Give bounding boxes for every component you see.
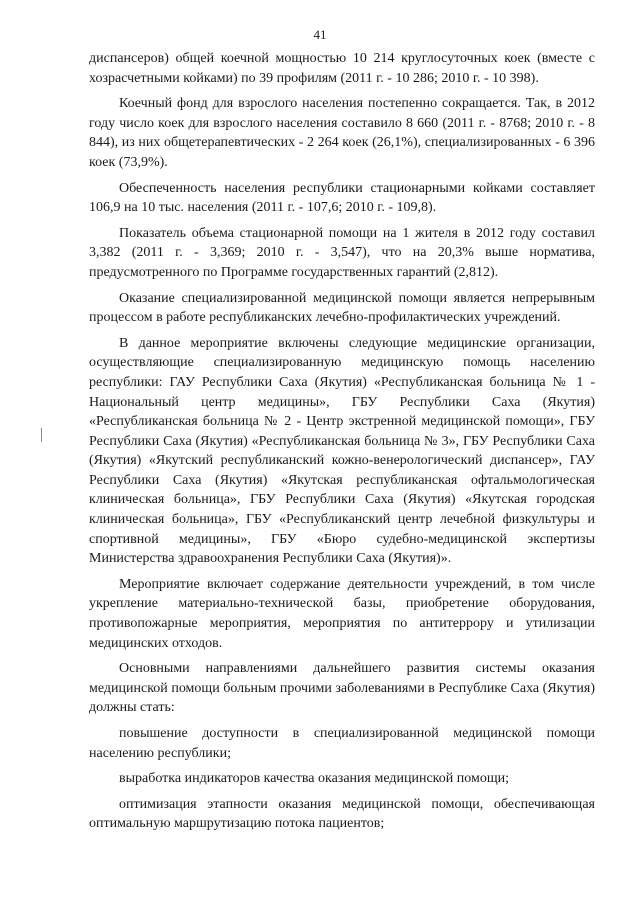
margin-mark bbox=[41, 428, 42, 442]
page-number: 41 bbox=[313, 27, 327, 42]
paragraph-continuation: диспансеров) общей коечной мощностью 10 214 круглосуточных коек (вместе с хозрасчетными койками) по 39 профилям (2011 г. - 10 286; 2010 г. - 10 398). bbox=[89, 51, 595, 86]
list-item-routing: оптимизация этапности оказания медицинской помощи, обеспечивающая оптимальную маршрутизацию потока пациентов; bbox=[89, 796, 595, 832]
paragraph-inpatient-volume: Показатель объема стационарной помощи на 1 жителя в 2012 году составил 3,382 (2011 г. - 3,369; 2010 г. - 3,547), что на 20,3% выше норматива, предусмотренного по Программе государственных гарантий (2,812). bbox=[89, 225, 595, 280]
paragraph-activity-scope: Мероприятие включает содержание деятельности учреждений, в том числе укрепление материально-технической базы, приобретение оборудования, противопожарные мероприятия, мероприятия по антитеррору и утилизации медицинских отходов. bbox=[89, 576, 595, 651]
list-item-quality-indicators: выработка индикаторов качества оказания медицинской помощи; bbox=[119, 771, 509, 787]
list-item-accessibility: повышение доступности в специализированной медицинской помощи населению республики; bbox=[89, 726, 595, 761]
paragraph-specialized-care: Оказание специализированной медицинской помощи является непрерывным процессом в работе республиканских лечебно-профилактических учреждений. bbox=[89, 290, 595, 326]
paragraph-bed-fund: Коечный фонд для взрослого населения постепенно сокращается. Так, в 2012 году число коек для взрослого населения составило 8 660 (2011 г. - 8768; 2010 г. - 8 844), из них общетерапевтических - 2 264 коек (26,1%), специализированных - 6 396 коек (73,9%). bbox=[89, 96, 595, 170]
paragraph-bed-provision: Обеспеченность населения республики стационарными койками составляет 106,9 на 10 тыс. населения (2011 г. - 107,6; 2010 г. - 109,8). bbox=[89, 180, 595, 216]
page-body bbox=[89, 49, 595, 840]
paragraph-directions: Основными направлениями дальнейшего развития системы оказания медицинской помощи больным прочими заболеваниями в Республике Саха (Якутия) должны стать: bbox=[89, 661, 595, 716]
paragraph-organizations: В данное мероприятие включены следующие медицинские организации, осуществляющие специализированную медицинскую помощь населению республики: ГАУ Республики Саха (Якутия) «Республиканская больница № 1 - Национальный центр медицины», ГБУ Республики Саха (Якутия) «Республиканская больница № 2 - Центр экстренной медицинской помощи», ГБУ Республики Саха (Якутия) «Республиканская больница № 3», ГБУ Республики Саха (Якутия) «Якутский республиканский кожно-венерологический диспансер», ГАУ Республики Саха (Якутия) «Якутская республиканская офтальмологическая клиническая больница», ГБУ Республики Саха (Якутия) «Якутская городская клиническая больница», ГБУ «Республиканский центр лечебной физкультуры и спортивной медицины», ГБУ «Бюро судебно-медицинской экспертизы Министерства здравоохранения Республики Саха (Якутия)». bbox=[89, 335, 595, 567]
